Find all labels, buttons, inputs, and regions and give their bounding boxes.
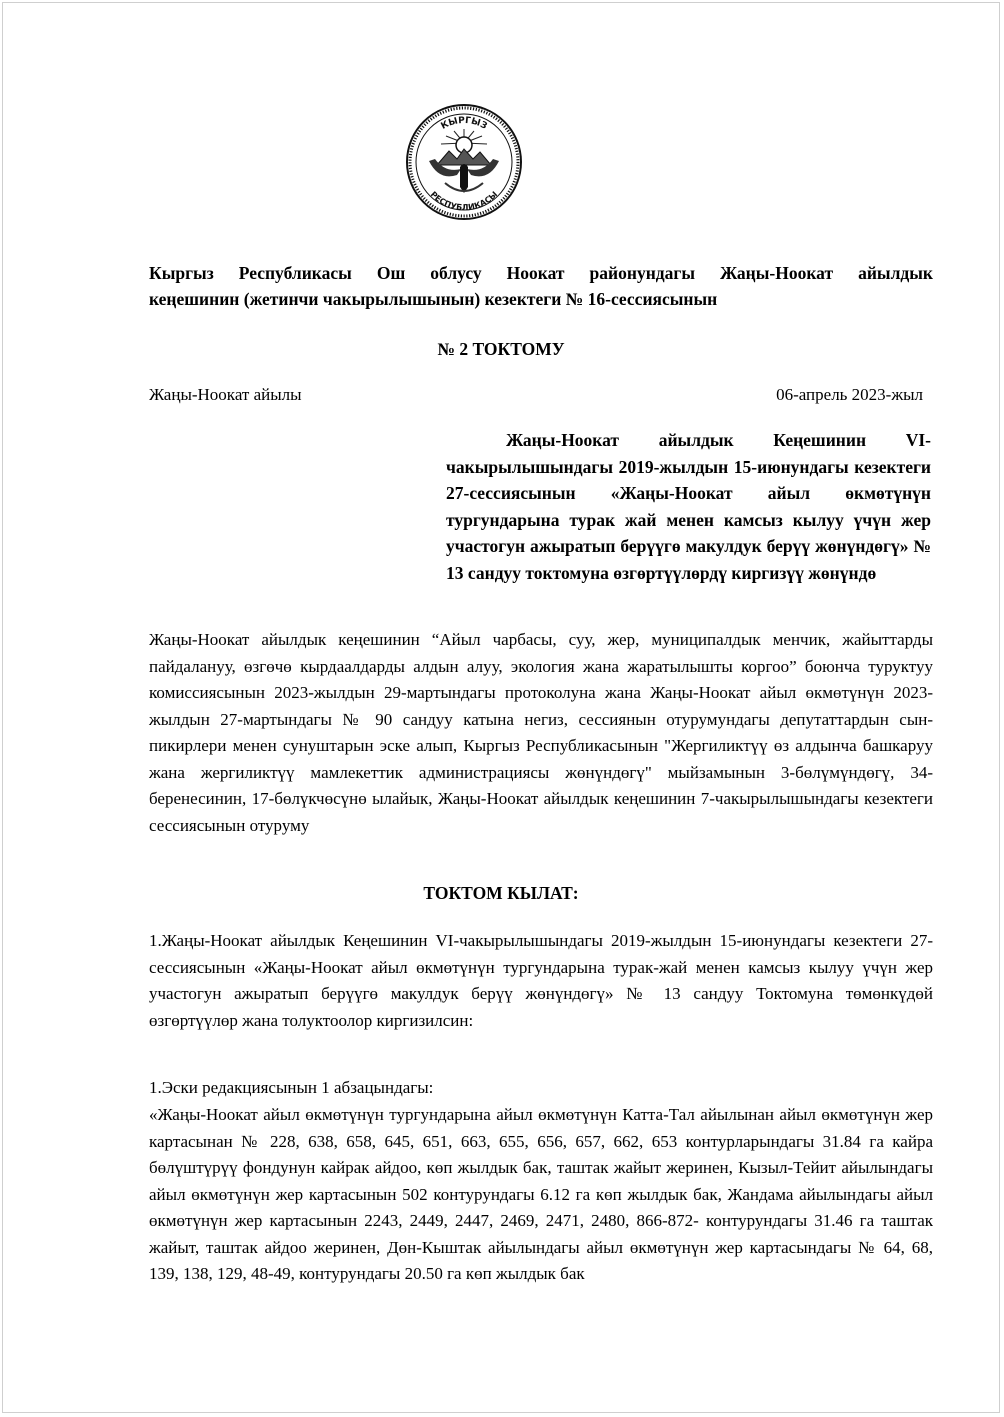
kyrgyz-state-emblem-icon	[405, 103, 523, 221]
date-of-issue: 06-апрель 2023-жыл	[776, 385, 923, 404]
document-page	[2, 2, 1000, 1413]
document-title	[149, 260, 933, 312]
point-1-paragraph: 1.Жаңы-Ноокат айылдык Кеңешинин VI-чакырылышындагы 2019-жылдын 15-июнундагы кезектеги 27- сессиясынын «Жаңы-Ноокат айыл өкмөтүнүн тургундарына турак-жай менен камсыз кылуу үчүн жер участогун ажыратып берүүгө макулдук берүү жөнүндөгү» № 13 сандуу Токтомуна төмөнкүдөй өзгөртүүлөр жана толуктоолор киргизилсин:	[149, 931, 933, 1030]
resolution-subject: Жаңы-Ноокат айылдык Кеңешинин VI-чакырылышындагы 2019-жылдын 15-июнундагы кезектеги 27-сессиясынын «Жаңы-Ноокат айыл өкмөтүнүн тургундарына турак жай менен камсыз кылуу үчүн жер участогун ажыратып берүүгө макулдук берүү жөнүндөгү» № 13 сандуу токтомуна өзгөртүүлөрдү киргизүү жөнүндө	[446, 430, 931, 583]
place-of-issue: Жаңы-Ноокат айылы	[149, 385, 302, 404]
svg-text:КЫРГЫЗ: КЫРГЫЗ	[439, 115, 489, 132]
old-edition-text: «Жаңы-Ноокат айыл өкмөтүнүн тургундарына айыл өкмөтүнүн Катта-Тал айылынан айыл өкмөтүнүн жер картасынан № 228, 638, 658, 645, 651, 663, 655, 656, 657, 662, 653 контурларындагы 31.84 га кайра бөлүштүрүү фондунун кайрак айдоо, көп жылдык бак, таштак жайыт жеринен, Кызыл-Тейит айылындагы айыл өкмөтүнүн жер картасынын 502 контурундагы 6.12 га көп жылдык бак, Жандама айылындагы айыл өкмөтүнүн жер картасынын 2243, 2449, 2447, 2469, 2471, 2480, 866-872- контурундагы 31.46 га таштак жайыт, таштак айдоо жеринен, Дөн-Кыштак айылындагы айыл өкмөтүнүн жер картасындагы № 64, 68, 139, 138, 129, 48-49, контурундагы 20.50 га көп жылдык бак	[149, 1105, 933, 1283]
old-edition-heading: 1.Эски редакциясынын 1 абзацындагы:	[149, 1078, 434, 1097]
svg-text:РЕСПУБЛИКАСЫ: РЕСПУБЛИКАСЫ	[428, 189, 500, 213]
resolution-number-heading: № 2 ТОКТОМУ	[437, 339, 565, 359]
preamble-paragraph: Жаңы-Ноокат айылдык кеңешинин “Айыл чарбасы, суу, жер, муниципалдык менчик, жайыттарды пайдалануу, өзгөчө кырдаалдарды алдын алуу, экология жана жаратылышты коргоо” боюнча туруктуу комиссиясынын 2023-жылдын 29-мартындагы протоколуна жана Жаңы-Ноокат айыл өкмөтүнүн 2023-жылдын 27-мартындагы № 90 сандуу катына негиз, сессиянын отурумундагы депутаттардын сын-пикирлери менен сунуштарын эске алып, Кыргыз Республикасынын "Жергиликтүү өз алдынча башкаруу жана жергиликтүү мамлекеттик администрациясы жөнүндөгү" мыйзамынын 3-бөлүмүндөгү, 34-беренесинин, 17-бөлүкчөсүнө ылайык, Жаңы-Ноокат айылдык кеңешинин 7-чакырылышындагы кезектеги сессиясынын отуруму	[149, 630, 933, 835]
title-line-1: Кыргыз Республикасы Ош облусу Ноокат районундагы Жаңы-Ноокат айылдык	[149, 263, 933, 283]
decision-heading: ТОКТОМ КЫЛАТ:	[423, 883, 579, 903]
title-line-2: кеңешинин (жетинчи чакырылышынын) кезектеги № 16-сессиясынын	[149, 289, 718, 309]
